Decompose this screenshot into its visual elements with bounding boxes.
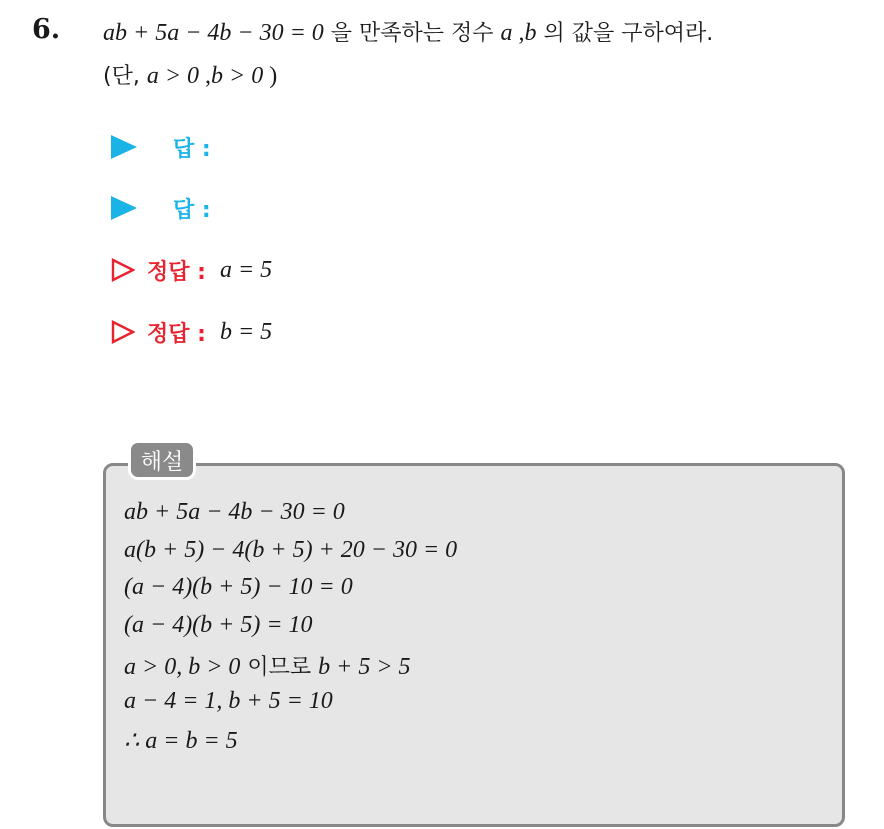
answer-row	[111, 132, 211, 162]
solution-line	[124, 650, 411, 681]
question-text-part2: 의 값을 구하여라.	[536, 21, 714, 46]
outline-triangle-icon	[111, 258, 135, 282]
outline-triangle-icon	[111, 320, 135, 344]
solution-line: a − 4 = 1, b + 5 = 10	[124, 688, 333, 714]
correct-answer-label: 정답 :	[147, 321, 206, 347]
solution-inequality: b + 5 > 5	[318, 654, 411, 680]
condition-a: a > 0	[146, 63, 200, 89]
question-equation: ab + 5a − 4b − 30 = 0	[103, 20, 324, 46]
solution-line: ∴ a = b = 5	[124, 728, 238, 754]
correct-answer-row	[111, 317, 272, 347]
variable-a: a	[500, 20, 513, 46]
solution-connector: 이므로	[240, 655, 319, 680]
answer-label: 답 :	[173, 197, 211, 223]
solution-line: (a − 4)(b + 5) − 10 = 0	[124, 574, 353, 600]
solution-tab: 해설	[128, 440, 196, 480]
condition-separator: ,	[199, 63, 212, 89]
filled-triangle-icon	[111, 196, 137, 220]
correct-answer-row	[111, 255, 272, 285]
correct-answer-label: 정답 :	[147, 259, 206, 285]
solution-line: (a − 4)(b + 5) = 10	[124, 612, 313, 638]
question-text-part1: 을 만족하는 정수	[323, 21, 501, 46]
question-number: 6.	[32, 14, 61, 45]
answer-label: 답 :	[173, 136, 211, 162]
filled-triangle-icon	[111, 135, 137, 159]
variable-b: b	[524, 20, 537, 46]
question-condition	[103, 59, 277, 90]
solution-line: a(b + 5) − 4(b + 5) + 20 − 30 = 0	[124, 537, 458, 563]
answer-row	[111, 193, 211, 223]
solution-line: ab + 5a − 4b − 30 = 0	[124, 499, 345, 525]
variable-separator: ,	[512, 20, 525, 46]
correct-answer-value: b = 5	[219, 318, 273, 345]
question-text	[103, 16, 713, 47]
condition-open: (단,	[103, 64, 147, 89]
correct-answer-value: a = 5	[219, 256, 273, 283]
solution-condition: a > 0, b > 0	[124, 654, 241, 680]
condition-close: )	[263, 63, 278, 89]
condition-b: b > 0	[211, 63, 264, 89]
